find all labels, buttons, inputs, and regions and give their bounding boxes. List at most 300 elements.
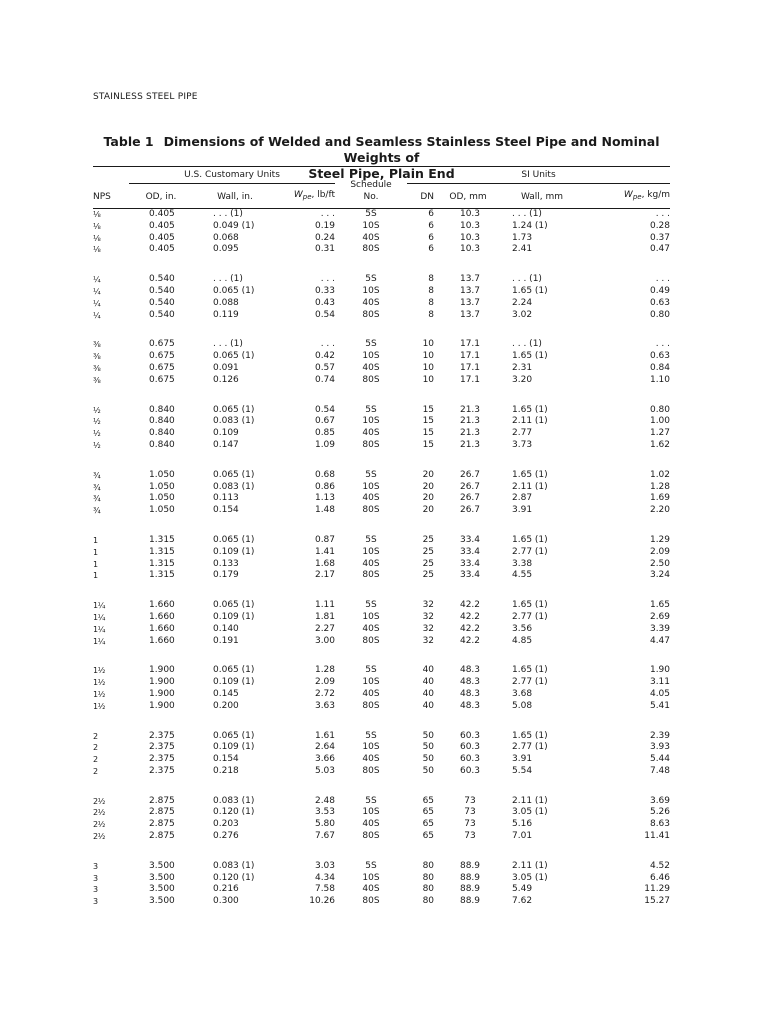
wall-in-cell: 0.276 [213, 831, 239, 842]
od-in-header: OD, in. [129, 184, 193, 209]
od-mm-cell: 42.2 [459, 635, 481, 646]
dn-cell: 80 [422, 896, 435, 907]
wpe-kgm-cell: . . . [655, 274, 671, 285]
wpe-lbft-cell: 0.86 [314, 481, 336, 492]
wpe-lbft-cell: 0.54 [314, 309, 336, 320]
od-mm-cell: 26.7 [459, 493, 481, 504]
dn-cell: 15 [422, 416, 435, 427]
pipe-dimensions-table [93, 166, 670, 908]
wpe-kgm-cell: 0.80 [649, 404, 671, 415]
wall-mm-cell: 1.65 (1) [512, 285, 548, 296]
table-row [93, 286, 670, 298]
wall-in-cell: 0.109 (1) [213, 546, 255, 557]
schedule-header: Schedule No. [335, 167, 407, 209]
nps-cell: 1¼ [93, 636, 105, 646]
dn-cell: 6 [428, 244, 435, 255]
schedule-cell: 80S [362, 309, 380, 320]
dn-cell: 10 [422, 339, 435, 350]
od-mm-cell: 21.3 [459, 416, 481, 427]
wall-in-cell: . . . (1) [213, 209, 243, 219]
wpe-kgm-cell: 0.28 [649, 220, 671, 231]
wpe-kgm-cell: 2.50 [649, 558, 671, 569]
wall-in-cell: 0.109 (1) [213, 677, 255, 688]
nps-cell: 2 [93, 731, 98, 741]
wall-in-cell: 0.065 (1) [213, 285, 255, 296]
od-in-cell: 0.840 [149, 416, 175, 427]
wall-in-cell: 0.119 [213, 309, 239, 320]
wpe-kgm-cell: 11.41 [644, 831, 671, 842]
nps-cell: 2 [93, 755, 98, 765]
table-title-line-1: Dimensions of Welded and Seamless Stainless Steel Pipe and Nominal Weights of [163, 134, 660, 165]
table-row [93, 807, 670, 819]
wall-in-cell: 0.109 [213, 428, 239, 439]
wall-mm-cell: 1.65 (1) [512, 534, 548, 545]
group-spacer-cell [93, 387, 670, 405]
schedule-cell: 5S [365, 860, 377, 871]
wpe-lbft-cell: 2.09 [314, 677, 336, 688]
wpe-kgm-cell: 6.46 [649, 872, 671, 883]
od-mm-header: OD, mm [434, 184, 502, 209]
od-in-cell: 1.660 [149, 611, 175, 622]
od-mm-cell: 26.7 [459, 469, 481, 480]
od-mm-cell: 88.9 [459, 872, 481, 883]
wall-mm-cell: 5.16 [512, 819, 533, 830]
wall-mm-cell: 2.77 (1) [512, 742, 548, 753]
wall-in-cell: . . . (1) [213, 339, 243, 350]
schedule-cell: 5S [365, 274, 377, 285]
nps-cell: ⅛ [93, 245, 101, 255]
wall-mm-cell: 3.02 [512, 309, 533, 320]
table-row [93, 701, 670, 713]
wpe-kgm-cell: 8.63 [649, 819, 671, 830]
table-row [93, 796, 670, 808]
wall-in-cell: 0.140 [213, 623, 239, 634]
wpe-lbft-cell: 4.34 [314, 872, 336, 883]
wall-in-cell: 0.179 [213, 570, 239, 581]
od-mm-cell: 26.7 [459, 505, 481, 516]
od-in-cell: 0.405 [149, 244, 175, 255]
schedule-cell: 40S [362, 884, 380, 895]
nps-cell: ¼ [93, 298, 101, 308]
dn-cell: 50 [422, 765, 435, 776]
od-in-cell: 2.875 [149, 795, 175, 806]
dn-cell: 32 [422, 611, 435, 622]
dn-cell: 40 [422, 700, 435, 711]
table-row [93, 873, 670, 885]
group-spacer-cell [93, 713, 670, 731]
od-mm-cell: 60.3 [459, 765, 481, 776]
si-units-header: SI Units [407, 167, 670, 185]
nps-cell: ½ [93, 417, 101, 427]
nps-cell: ¼ [93, 286, 101, 296]
table-row [93, 766, 670, 778]
table-row [93, 416, 670, 428]
od-mm-cell: 17.1 [459, 339, 481, 350]
table-row [93, 298, 670, 310]
us-customary-units-header: U.S. Customary Units [129, 167, 335, 185]
od-in-cell: 2.375 [149, 765, 175, 776]
wall-mm-cell: 2.11 (1) [512, 795, 548, 806]
wall-in-cell: 0.083 (1) [213, 481, 255, 492]
wpe-lbft-cell: 10.26 [309, 896, 336, 907]
schedule-cell: 80S [362, 374, 380, 385]
od-mm-cell: 26.7 [459, 481, 481, 492]
nps-cell: 3 [93, 861, 98, 871]
wall-in-cell: 0.091 [213, 362, 239, 373]
od-mm-cell: 88.9 [459, 896, 481, 907]
od-mm-cell: 33.4 [459, 534, 481, 545]
wall-mm-cell: 2.77 (1) [512, 546, 548, 557]
wall-mm-cell: 3.05 (1) [512, 872, 548, 883]
wpe-lbft-cell: 0.57 [314, 362, 336, 373]
nps-cell: ¾ [93, 482, 101, 492]
wpe-lbft-cell: 0.19 [314, 220, 336, 231]
wall-in-cell: 0.113 [213, 493, 239, 504]
nps-cell: 3 [93, 885, 98, 895]
od-in-cell: 1.900 [149, 677, 175, 688]
wpe-kgm-cell: 3.39 [649, 623, 671, 634]
od-mm-cell: 73 [464, 819, 476, 830]
dn-cell: 20 [422, 493, 435, 504]
wpe-kgm-cell: . . . [655, 209, 671, 219]
table-row [93, 470, 670, 482]
od-mm-cell: 17.1 [459, 362, 481, 373]
wpe-lbft-cell: 1.11 [314, 600, 336, 611]
wpe-lbft-cell: 1.28 [314, 665, 336, 676]
running-head: STAINLESS STEEL PIPE [93, 92, 198, 102]
wall-mm-cell: 1.65 (1) [512, 600, 548, 611]
dn-cell: 15 [422, 428, 435, 439]
wall-mm-cell: 3.56 [512, 623, 533, 634]
nps-cell: 2 [93, 743, 98, 753]
wall-in-cell: 0.154 [213, 505, 239, 516]
wall-in-cell: 0.065 (1) [213, 730, 255, 741]
schedule-cell: 80S [362, 505, 380, 516]
od-mm-cell: 73 [464, 807, 476, 818]
nps-cell: 1½ [93, 689, 105, 699]
dn-header: DN [407, 184, 434, 209]
schedule-cell: 10S [362, 872, 380, 883]
wall-mm-cell: 3.05 (1) [512, 807, 548, 818]
schedule-cell: 5S [365, 795, 377, 806]
nps-cell: ¼ [93, 275, 101, 285]
wall-mm-cell: . . . (1) [512, 339, 542, 350]
table-row [93, 754, 670, 766]
schedule-cell: 80S [362, 570, 380, 581]
wpe-lbft-cell: 7.58 [314, 884, 336, 895]
table-row [93, 600, 670, 612]
wall-mm-cell: 1.73 [512, 232, 533, 243]
wall-in-cell: 0.083 (1) [213, 860, 255, 871]
group-spacer [93, 843, 670, 861]
table-row [93, 535, 670, 547]
dn-cell: 20 [422, 481, 435, 492]
dn-cell: 6 [428, 232, 435, 243]
wall-mm-header: Wall, mm [502, 184, 582, 209]
dn-cell: 50 [422, 742, 435, 753]
schedule-cell: 80S [362, 439, 380, 450]
schedule-cell: 10S [362, 285, 380, 296]
schedule-cell: 40S [362, 232, 380, 243]
dn-cell: 25 [422, 546, 435, 557]
schedule-cell: 40S [362, 493, 380, 504]
table-row [93, 482, 670, 494]
schedule-cell: 80S [362, 700, 380, 711]
wpe-kgm-cell: 3.11 [649, 677, 671, 688]
od-in-cell: 0.540 [149, 274, 175, 285]
wpe-kgm-cell: 1.29 [649, 534, 671, 545]
schedule-cell: 40S [362, 558, 380, 569]
od-mm-cell: 13.7 [459, 274, 481, 285]
nps-cell: 1½ [93, 678, 105, 688]
dn-cell: 10 [422, 374, 435, 385]
dn-cell: 32 [422, 600, 435, 611]
od-mm-cell: 48.3 [459, 688, 481, 699]
schedule-cell: 80S [362, 244, 380, 255]
wall-mm-cell: 5.54 [512, 765, 533, 776]
wall-mm-cell: 1.65 (1) [512, 730, 548, 741]
group-spacer-cell [93, 843, 670, 861]
wpe-lbft-cell: 5.80 [314, 819, 336, 830]
group-spacer [93, 713, 670, 731]
table-row [93, 351, 670, 363]
wall-in-cell: 0.065 (1) [213, 404, 255, 415]
nps-cell: 1¼ [93, 624, 105, 634]
nps-cell: ⅛ [93, 210, 101, 219]
nps-cell: ⅜ [93, 363, 101, 373]
wall-mm-cell: 1.24 (1) [512, 220, 548, 231]
group-spacer [93, 452, 670, 470]
od-in-cell: 3.500 [149, 896, 175, 907]
nps-cell: ⅛ [93, 221, 101, 231]
od-in-cell: 1.050 [149, 493, 175, 504]
table-row [93, 570, 670, 582]
schedule-cell: 5S [365, 534, 377, 545]
dn-cell: 25 [422, 558, 435, 569]
wpe-lbft-cell: 3.53 [314, 807, 336, 818]
nps-cell: 1 [93, 547, 98, 557]
nps-cell: 2½ [93, 808, 105, 818]
nps-cell: 2½ [93, 796, 105, 806]
caption-line-1 [93, 134, 670, 166]
od-mm-cell: 42.2 [459, 611, 481, 622]
nps-header: NPS [93, 184, 129, 209]
wpe-kgm-cell: 4.05 [649, 688, 671, 699]
wpe-kgm-cell: 3.93 [649, 742, 671, 753]
wall-in-cell: 0.216 [213, 884, 239, 895]
table-row [93, 405, 670, 417]
group-spacer [93, 256, 670, 274]
wall-mm-cell: 5.49 [512, 884, 533, 895]
wpe-lbft-cell: 0.74 [314, 374, 336, 385]
nps-cell: ¾ [93, 506, 101, 516]
od-mm-cell: 13.7 [459, 309, 481, 320]
od-in-cell: 0.540 [149, 297, 175, 308]
wpe-kgm-cell: 1.27 [649, 428, 671, 439]
od-mm-cell: 60.3 [459, 730, 481, 741]
od-in-cell: 2.375 [149, 754, 175, 765]
wall-mm-cell: 2.24 [512, 297, 533, 308]
wpe-kgm-cell: 7.48 [649, 765, 671, 776]
table-row [93, 636, 670, 648]
wpe-kgm-cell: 1.28 [649, 481, 671, 492]
wall-mm-cell: 3.91 [512, 754, 533, 765]
od-in-cell: 3.500 [149, 872, 175, 883]
wall-in-cell: 0.088 [213, 297, 239, 308]
dn-cell: 10 [422, 362, 435, 373]
wpe-kgm-cell: 11.29 [644, 884, 671, 895]
od-mm-cell: 60.3 [459, 754, 481, 765]
wall-in-cell: 0.120 (1) [213, 807, 255, 818]
od-mm-cell: 73 [464, 795, 476, 806]
wall-mm-cell: 4.55 [512, 570, 533, 581]
wpe-kgm-cell: 3.69 [649, 795, 671, 806]
schedule-cell: 10S [362, 742, 380, 753]
nps-cell: 1¼ [93, 612, 105, 622]
table-row [93, 559, 670, 571]
schedule-cell: 80S [362, 635, 380, 646]
table-row [93, 819, 670, 831]
od-in-cell: 2.875 [149, 831, 175, 842]
wpe-lbft-cell: 2.48 [314, 795, 336, 806]
od-in-cell: 2.375 [149, 742, 175, 753]
dn-cell: 65 [422, 795, 435, 806]
nps-cell: 1 [93, 559, 98, 569]
dn-cell: 32 [422, 623, 435, 634]
wall-in-cell: 0.300 [213, 896, 239, 907]
wall-in-cell: 0.065 (1) [213, 351, 255, 362]
od-in-cell: 1.900 [149, 688, 175, 699]
dn-cell: 8 [428, 274, 435, 285]
schedule-cell: 80S [362, 896, 380, 907]
wpe-lbft-cell: 1.61 [314, 730, 336, 741]
wpe-kgm-cell: 0.49 [649, 285, 671, 296]
wall-in-cell: 0.218 [213, 765, 239, 776]
nps-cell: ½ [93, 440, 101, 450]
od-mm-cell: 13.7 [459, 285, 481, 296]
nps-cell: 1 [93, 535, 98, 545]
od-mm-cell: 21.3 [459, 439, 481, 450]
wpe-kgm-cell: 3.24 [649, 570, 671, 581]
table-row [93, 233, 670, 245]
od-mm-cell: 33.4 [459, 546, 481, 557]
wall-mm-cell: 4.85 [512, 635, 533, 646]
dn-cell: 15 [422, 404, 435, 415]
wall-in-cell: . . . (1) [213, 274, 243, 285]
table-row [93, 493, 670, 505]
od-mm-cell: 21.3 [459, 428, 481, 439]
od-in-cell: 1.050 [149, 469, 175, 480]
wall-in-cell: 0.068 [213, 232, 239, 243]
dn-cell: 80 [422, 860, 435, 871]
dn-cell: 8 [428, 309, 435, 320]
dn-cell: 20 [422, 469, 435, 480]
group-spacer [93, 582, 670, 600]
nps-cell: ⅜ [93, 375, 101, 385]
wall-mm-cell: 3.91 [512, 505, 533, 516]
schedule-cell: 5S [365, 339, 377, 350]
wall-mm-cell: 3.20 [512, 374, 533, 385]
wpe-lbft-cell: 3.63 [314, 700, 336, 711]
table-body [93, 209, 670, 909]
wall-mm-cell: 3.38 [512, 558, 533, 569]
table-row [93, 624, 670, 636]
group-spacer [93, 778, 670, 796]
schedule-cell: 40S [362, 623, 380, 634]
wpe-lbft-cell: 2.17 [314, 570, 336, 581]
schedule-cell: 80S [362, 765, 380, 776]
wpe-lbft-cell: 0.43 [314, 297, 336, 308]
wall-mm-cell: 5.08 [512, 700, 533, 711]
nps-cell: ½ [93, 405, 101, 415]
od-in-cell: 1.315 [149, 534, 175, 545]
wpe-lbft-cell: 5.03 [314, 765, 336, 776]
od-mm-cell: 88.9 [459, 884, 481, 895]
wall-mm-cell: 1.65 (1) [512, 404, 548, 415]
od-mm-cell: 10.3 [459, 220, 481, 231]
wpe-kgm-cell: 5.41 [649, 700, 671, 711]
wall-in-cell: 0.126 [213, 374, 239, 385]
wpe-kgm-cell: 1.90 [649, 665, 671, 676]
wall-mm-cell: 2.11 (1) [512, 416, 548, 427]
od-mm-cell: 33.4 [459, 558, 481, 569]
wall-in-cell: 0.065 (1) [213, 600, 255, 611]
wpe-kgm-cell: 1.02 [649, 469, 671, 480]
wall-in-cell: 0.145 [213, 688, 239, 699]
table-row [93, 274, 670, 286]
table-row [93, 896, 670, 908]
group-spacer-cell [93, 256, 670, 274]
wall-mm-cell: 2.31 [512, 362, 533, 373]
wall-mm-cell: 2.41 [512, 244, 533, 255]
wpe-kgm-cell: 15.27 [644, 896, 671, 907]
wpe-lbft-cell: 1.48 [314, 505, 336, 516]
od-mm-cell: 17.1 [459, 351, 481, 362]
table-row [93, 363, 670, 375]
wpe-lbft-cell: 0.67 [314, 416, 336, 427]
table-row [93, 861, 670, 873]
wpe-lbft-cell: 1.09 [314, 439, 336, 450]
schedule-cell: 40S [362, 688, 380, 699]
nps-cell: ⅜ [93, 352, 101, 362]
wpe-kgm-cell: 2.20 [649, 505, 671, 516]
group-spacer [93, 321, 670, 339]
wall-mm-cell: 2.77 (1) [512, 677, 548, 688]
wpe-lbft-cell: 0.42 [314, 351, 336, 362]
wall-in-cell: 0.083 (1) [213, 795, 255, 806]
table-row [93, 375, 670, 387]
table-row [93, 884, 670, 896]
od-mm-cell: 13.7 [459, 297, 481, 308]
wpe-kgm-cell: 5.26 [649, 807, 671, 818]
od-in-cell: 0.675 [149, 362, 175, 373]
wpe-kgm-cell: 2.09 [649, 546, 671, 557]
schedule-cell: 5S [365, 404, 377, 415]
wall-in-cell: 0.095 [213, 244, 239, 255]
wpe-lbft-cell: 0.31 [314, 244, 336, 255]
wpe-lbft-cell: 3.00 [314, 635, 336, 646]
nps-cell: 1½ [93, 701, 105, 711]
schedule-cell: 80S [362, 831, 380, 842]
group-spacer-cell [93, 778, 670, 796]
dn-cell: 20 [422, 505, 435, 516]
wpe-lbft-cell: 3.03 [314, 860, 336, 871]
schedule-cell: 10S [362, 611, 380, 622]
wall-mm-cell: 2.11 (1) [512, 860, 548, 871]
wpe-kgm-cell: 0.63 [649, 297, 671, 308]
dn-cell: 32 [422, 635, 435, 646]
nps-cell: 3 [93, 897, 98, 907]
